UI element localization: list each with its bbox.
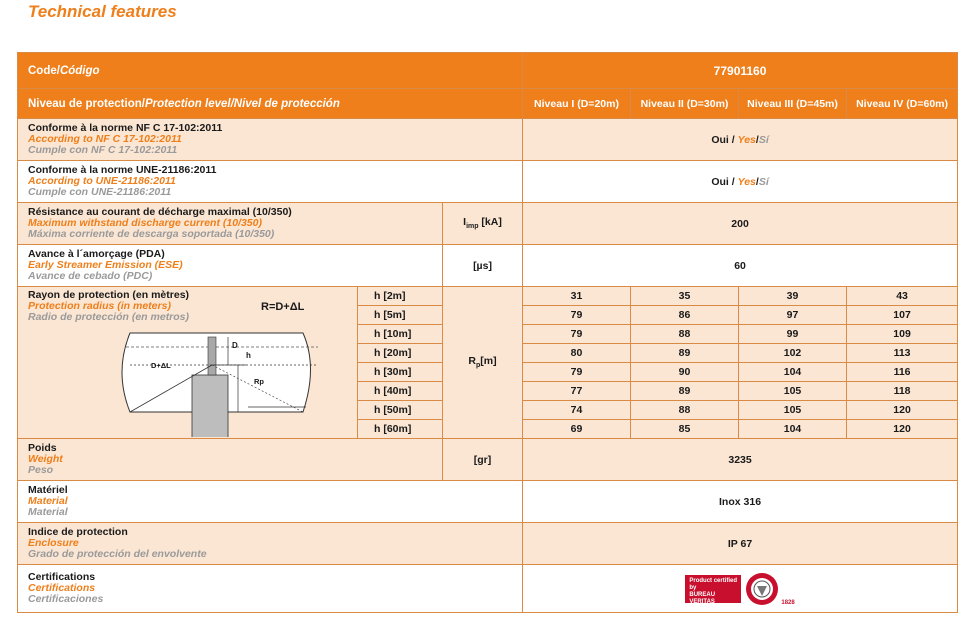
current-row <box>18 203 958 245</box>
radius-row <box>18 287 958 306</box>
radius-value: 79 <box>523 363 631 382</box>
radius-value: 74 <box>523 401 631 420</box>
weight-value: 3235 <box>523 439 958 481</box>
radius-value: 88 <box>631 325 739 344</box>
height-cell: h [40m] <box>358 382 443 401</box>
radius-value: 102 <box>739 344 847 363</box>
radius-value: 120 <box>847 420 958 439</box>
pda-desc: Avance à l´amorçage (PDA) Early Streamer Emission (ESE) Avance de cebado (PDC) <box>18 245 443 287</box>
radius-value: 86 <box>631 306 739 325</box>
enclosure-value: IP 67 <box>523 523 958 565</box>
une-value: Oui / Yes/Sí <box>523 161 958 203</box>
bv-seal-year: 1828 <box>781 599 795 606</box>
radius-value: 116 <box>847 363 958 382</box>
radius-desc: Rayon de protection (en mètres) Protection radius (in meters) Radio de protección (en metros) R=D+ΔL D h D+ΔL Rp <box>18 287 358 439</box>
radius-value: 105 <box>739 382 847 401</box>
level-2: Niveau II (D=30m) <box>631 89 739 119</box>
radius-value: 85 <box>631 420 739 439</box>
nfc-row <box>18 119 958 161</box>
height-cell: h [50m] <box>358 401 443 420</box>
cert-row <box>18 565 958 613</box>
radius-value: 104 <box>739 420 847 439</box>
height-cell: h [2m] <box>358 287 443 306</box>
pda-unit: [µs] <box>443 245 523 287</box>
weight-desc: Poids Weight Peso <box>18 439 443 481</box>
bv-seal-icon <box>745 572 779 606</box>
radius-value: 31 <box>523 287 631 306</box>
cert-value <box>523 565 958 613</box>
enclosure-desc: Indice de protection Enclosure Grado de protección del envolvente <box>18 523 523 565</box>
radius-value: 105 <box>739 401 847 420</box>
radius-value: 69 <box>523 420 631 439</box>
nfc-value: Oui / Yes/Sí <box>523 119 958 161</box>
radius-value: 89 <box>631 382 739 401</box>
current-unit: $I_{imp}$ [kA] <box>443 203 523 245</box>
une-row <box>18 161 958 203</box>
page-title: Technical features <box>28 2 177 21</box>
material-desc: Matériel Material Material <box>18 481 523 523</box>
radius-unit: $R_p[m]$ <box>443 287 523 439</box>
code-value: 77901160 <box>523 53 958 89</box>
bv-label: Product certified by BUREAU VERITAS Certification <box>685 575 741 603</box>
level-3: Niveau III (D=45m) <box>739 89 847 119</box>
pda-value: 60 <box>523 245 958 287</box>
radius-value: 97 <box>739 306 847 325</box>
code-row <box>18 53 958 89</box>
weight-unit: [gr] <box>443 439 523 481</box>
bureau-veritas-logo <box>685 572 795 612</box>
weight-row <box>18 439 958 481</box>
pda-row <box>18 245 958 287</box>
enclosure-row <box>18 523 958 565</box>
radius-value: 99 <box>739 325 847 344</box>
height-cell: h [20m] <box>358 344 443 363</box>
diagram-label-rp: Rp <box>254 377 264 386</box>
level-label: Niveau de protection/Protection level/Nivel de protección <box>18 89 523 119</box>
nfc-desc: Conforme à la norme NF C 17-102:2011 According to NF C 17-102:2011 Cumple con NF C 17-102:2011 <box>18 119 523 161</box>
radius-value: 120 <box>847 401 958 420</box>
diagram-label-d: D <box>232 341 238 350</box>
radius-value: 89 <box>631 344 739 363</box>
radius-value: 118 <box>847 382 958 401</box>
current-desc: Résistance au courant de décharge maximal (10/350) Maximum withstand discharge current (10/350) Máxima corriente de descarga soportada (10/350) <box>18 203 443 245</box>
radius-value: 35 <box>631 287 739 306</box>
level-row <box>18 89 958 119</box>
level-4: Niveau IV (D=60m) <box>847 89 958 119</box>
une-desc: Conforme à la norme UNE-21186:2011 According to UNE-21186:2011 Cumple con UNE-21186:2011 <box>18 161 523 203</box>
protection-diagram <box>18 317 358 437</box>
radius-value: 104 <box>739 363 847 382</box>
height-cell: h [30m] <box>358 363 443 382</box>
radius-value: 77 <box>523 382 631 401</box>
radius-value: 43 <box>847 287 958 306</box>
height-cell: h [5m] <box>358 306 443 325</box>
radius-value: 113 <box>847 344 958 363</box>
diagram-label-h: h <box>246 351 251 360</box>
height-cell: h [10m] <box>358 325 443 344</box>
radius-value: 79 <box>523 325 631 344</box>
radius-value: 39 <box>739 287 847 306</box>
diagram-label-dl: D+ΔL <box>151 361 171 370</box>
radius-value: 88 <box>631 401 739 420</box>
radius-value: 107 <box>847 306 958 325</box>
level-1: Niveau I (D=20m) <box>523 89 631 119</box>
radius-value: 79 <box>523 306 631 325</box>
radius-value: 90 <box>631 363 739 382</box>
radius-value: 109 <box>847 325 958 344</box>
formula: R=D+ΔL <box>261 301 305 313</box>
current-value: 200 <box>523 203 958 245</box>
material-row <box>18 481 958 523</box>
technical-features-table <box>17 52 958 613</box>
material-value: Inox 316 <box>523 481 958 523</box>
radius-value: 80 <box>523 344 631 363</box>
height-cell: h [60m] <box>358 420 443 439</box>
code-label: Code/Código <box>18 53 523 89</box>
cert-desc: Certifications Certifications Certificaciones <box>18 565 523 613</box>
